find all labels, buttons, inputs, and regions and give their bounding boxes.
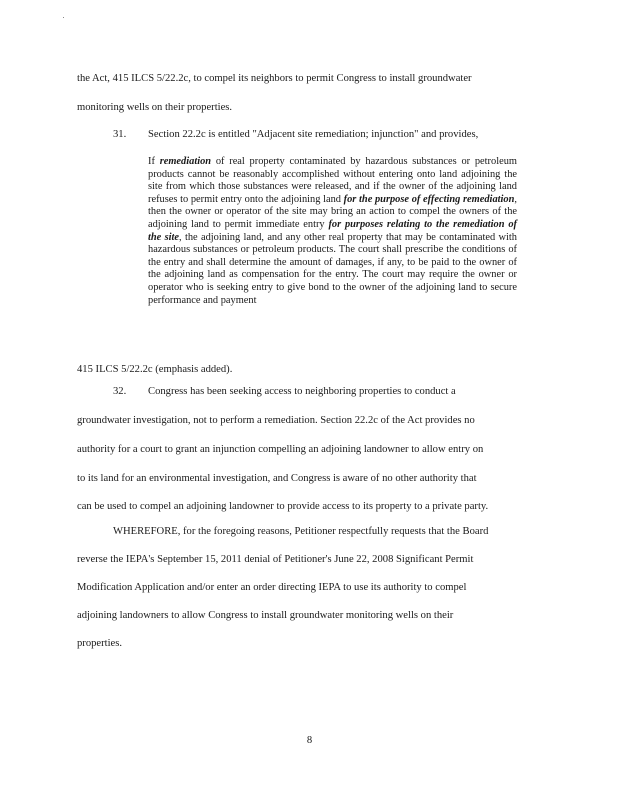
wherefore-line: adjoining landowners to allow Congress to install groundwater monitoring wells on their	[77, 610, 454, 621]
scan-speck	[63, 17, 64, 18]
paragraph-32-line: to its land for an environmental investigation, and Congress is aware of no other authority that	[77, 473, 477, 484]
wherefore-line: Modification Application and/or enter an order directing IEPA to use its authority to compel	[77, 582, 467, 593]
paragraph-32-line: authority for a court to grant an injunction compelling an adjoining landowner to allow entry on	[77, 444, 484, 455]
page-number: 8	[306, 735, 313, 746]
wherefore-line: reverse the IEPA's September 15, 2011 denial of Petitioner's June 22, 2008 Significant Permit	[77, 554, 474, 565]
continuation-line-1: the Act, 415 ILCS 5/22.2c, to compel its neighbors to permit Congress to install groundwater	[77, 73, 472, 84]
paragraph-32-line: can be used to compel an adjoining landowner to provide access to its property to a private party.	[77, 501, 489, 512]
wherefore-line: properties.	[77, 638, 123, 649]
continuation-line-2: monitoring wells on their properties.	[77, 102, 233, 113]
paragraph-31-number: 31.	[113, 129, 127, 140]
statute-block-quote	[148, 156, 517, 307]
quote-emphasis: for purposes relating to the remediation of the site	[148, 218, 517, 243]
quote-segment: If	[148, 156, 160, 167]
quote-segment: , the adjoining land, and any other real property that may be contaminated with hazardous substances or petroleum products. The court shall prescribe the conditions of the entry and shall determine the amount of damages, if any, to be paid to the owner of the adjoining land as compensation for the entry. The court may require the owner or operator who is seeking entry to give bond to the owner of the adjoining land to secure performance and payment	[148, 231, 517, 306]
paragraph-32-first-line: Congress has been seeking access to neighboring properties to conduct a	[148, 386, 456, 397]
quote-emphasis: remediation	[159, 156, 212, 167]
wherefore-first-line: WHEREFORE, for the foregoing reasons, Petitioner respectfully requests that the Board	[113, 526, 489, 537]
paragraph-31-text: Section 22.2c is entitled "Adjacent site remediation; injunction" and provides,	[148, 129, 479, 140]
citation: 415 ILCS 5/22.2c (emphasis added).	[77, 364, 233, 375]
quote-segment: of real property contaminated by hazardous substances or petroleum products cannot be reasonably accomplished without entering onto land adjoining the site from which those substances were released, and if the owner of the adjoining land refuses to permit entry onto the adjoining land	[148, 156, 517, 205]
paragraph-32-line: groundwater investigation, not to perform a remediation. Section 22.2c of the Act provides no	[77, 415, 475, 426]
quote-segment: , then the owner or operator of the site may bring an action to compel the owners of the adjoining land to permit immediate entry	[148, 193, 518, 230]
paragraph-32-number: 32.	[113, 386, 127, 397]
quote-emphasis: for the purpose of effecting remediation	[343, 193, 515, 205]
